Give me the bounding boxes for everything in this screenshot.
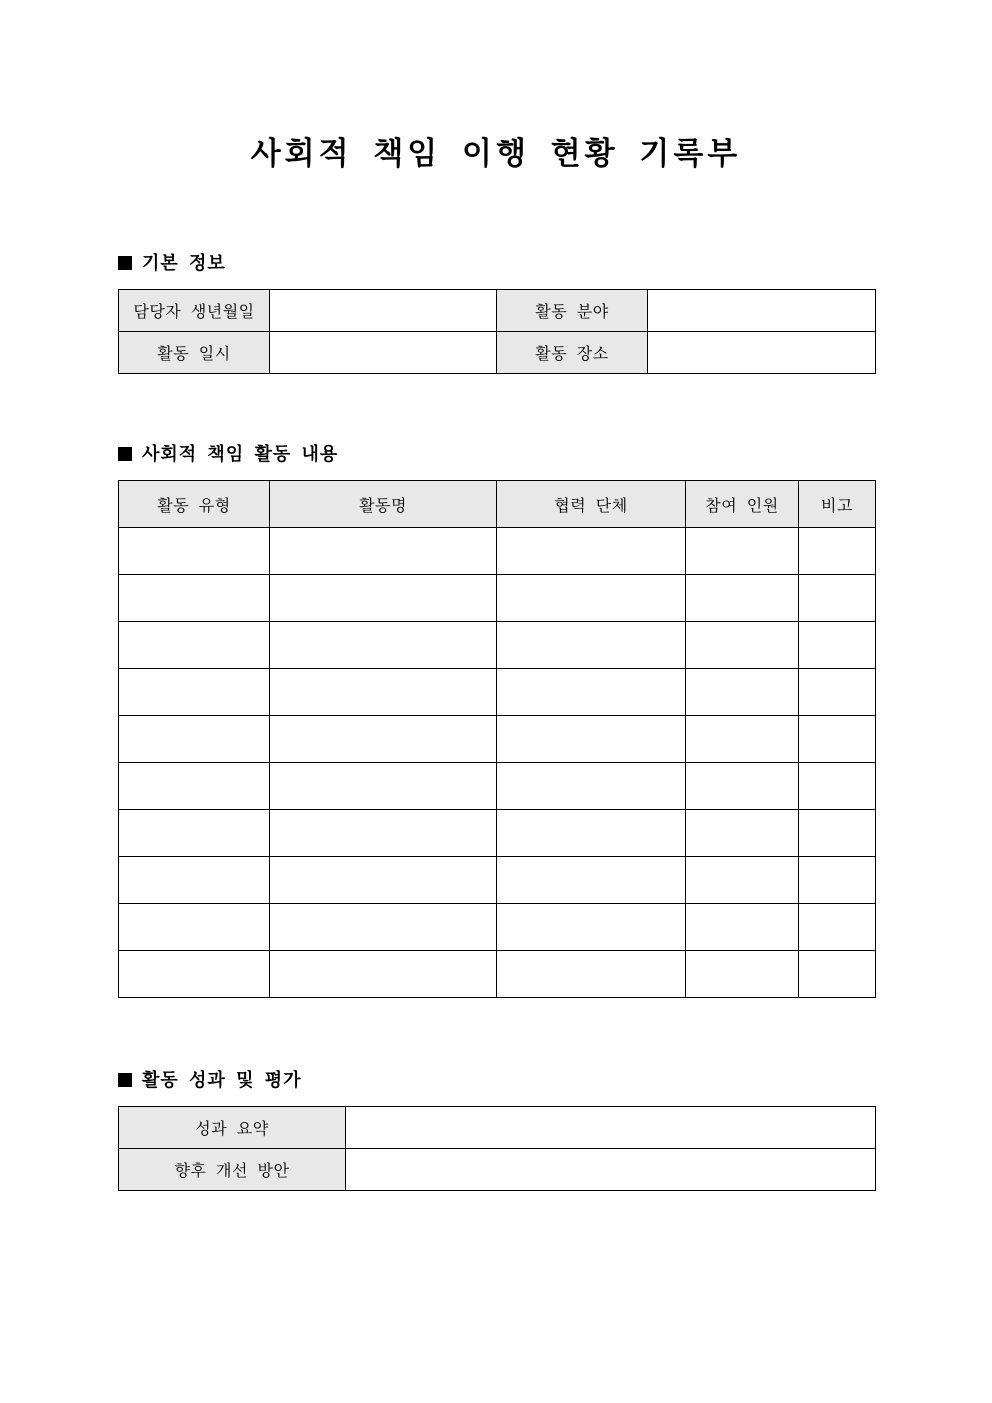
activity-name-cell[interactable] xyxy=(270,763,497,810)
partner-org-cell[interactable] xyxy=(497,904,686,951)
activity-type-cell[interactable] xyxy=(119,857,270,904)
remarks-cell[interactable] xyxy=(799,575,876,622)
column-header-partner-org: 협력 단체 xyxy=(497,481,686,528)
table-row xyxy=(119,669,876,716)
participants-cell[interactable] xyxy=(686,763,799,810)
participants-cell[interactable] xyxy=(686,810,799,857)
activity-table xyxy=(118,480,876,998)
square-bullet-icon xyxy=(118,256,132,270)
table-row xyxy=(119,290,876,332)
table-row xyxy=(119,1149,876,1191)
activity-type-cell[interactable] xyxy=(119,951,270,998)
remarks-cell[interactable] xyxy=(799,622,876,669)
activity-name-cell[interactable] xyxy=(270,669,497,716)
remarks-cell[interactable] xyxy=(799,669,876,716)
activity-name-cell[interactable] xyxy=(270,622,497,669)
table-header-row xyxy=(119,481,876,528)
activity-place-field[interactable] xyxy=(648,332,876,374)
section-heading-basic xyxy=(118,251,226,277)
remarks-cell[interactable] xyxy=(799,810,876,857)
activity-type-cell[interactable] xyxy=(119,716,270,763)
activity-field-label: 활동 분야 xyxy=(497,290,648,332)
participants-cell[interactable] xyxy=(686,669,799,716)
partner-org-cell[interactable] xyxy=(497,669,686,716)
table-row xyxy=(119,622,876,669)
manager-birth-field[interactable] xyxy=(270,290,497,332)
participants-cell[interactable] xyxy=(686,904,799,951)
partner-org-cell[interactable] xyxy=(497,763,686,810)
activity-field-field[interactable] xyxy=(648,290,876,332)
section-heading-activities xyxy=(118,442,338,468)
table-row xyxy=(119,716,876,763)
improvement-label: 향후 개선 방안 xyxy=(119,1149,346,1191)
manager-birth-label: 담당자 생년월일 xyxy=(119,290,270,332)
activity-name-cell[interactable] xyxy=(270,951,497,998)
remarks-cell[interactable] xyxy=(799,857,876,904)
remarks-cell[interactable] xyxy=(799,904,876,951)
column-header-remarks: 비고 xyxy=(799,481,876,528)
activity-type-cell[interactable] xyxy=(119,904,270,951)
activity-type-cell[interactable] xyxy=(119,528,270,575)
activity-name-cell[interactable] xyxy=(270,575,497,622)
activity-name-cell[interactable] xyxy=(270,716,497,763)
table-row xyxy=(119,1107,876,1149)
activity-date-label: 활동 일시 xyxy=(119,332,270,374)
square-bullet-icon xyxy=(118,447,132,461)
section-heading-basic-text: 기본 정보 xyxy=(142,253,226,274)
results-table xyxy=(118,1106,876,1191)
section-heading-activities-text: 사회적 책임 활동 내용 xyxy=(142,444,339,465)
section-heading-results-text: 활동 성과 및 평가 xyxy=(142,1070,302,1091)
page-title: 사회적 책임 이행 현황 기록부 xyxy=(250,136,742,172)
partner-org-cell[interactable] xyxy=(497,528,686,575)
partner-org-cell[interactable] xyxy=(497,622,686,669)
column-header-participants: 참여 인원 xyxy=(686,481,799,528)
activity-name-cell[interactable] xyxy=(270,857,497,904)
activity-type-cell[interactable] xyxy=(119,622,270,669)
activity-type-cell[interactable] xyxy=(119,575,270,622)
remarks-cell[interactable] xyxy=(799,716,876,763)
partner-org-cell[interactable] xyxy=(497,575,686,622)
remarks-cell[interactable] xyxy=(799,528,876,575)
activity-name-cell[interactable] xyxy=(270,810,497,857)
table-row xyxy=(119,810,876,857)
table-row xyxy=(119,332,876,374)
remarks-cell[interactable] xyxy=(799,951,876,998)
activity-type-cell[interactable] xyxy=(119,810,270,857)
table-row xyxy=(119,528,876,575)
basic-info-table xyxy=(118,289,876,374)
partner-org-cell[interactable] xyxy=(497,810,686,857)
participants-cell[interactable] xyxy=(686,528,799,575)
activity-name-cell[interactable] xyxy=(270,904,497,951)
table-row xyxy=(119,857,876,904)
activity-type-cell[interactable] xyxy=(119,669,270,716)
participants-cell[interactable] xyxy=(686,716,799,763)
table-row xyxy=(119,951,876,998)
column-header-activity-name: 활동명 xyxy=(270,481,497,528)
partner-org-cell[interactable] xyxy=(497,716,686,763)
summary-field[interactable] xyxy=(346,1107,876,1149)
participants-cell[interactable] xyxy=(686,622,799,669)
square-bullet-icon xyxy=(118,1073,132,1087)
summary-label: 성과 요약 xyxy=(119,1107,346,1149)
improvement-field[interactable] xyxy=(346,1149,876,1191)
participants-cell[interactable] xyxy=(686,951,799,998)
column-header-activity-type: 활동 유형 xyxy=(119,481,270,528)
activity-date-field[interactable] xyxy=(270,332,497,374)
participants-cell[interactable] xyxy=(686,575,799,622)
partner-org-cell[interactable] xyxy=(497,951,686,998)
activity-type-cell[interactable] xyxy=(119,763,270,810)
activity-place-label: 활동 장소 xyxy=(497,332,648,374)
remarks-cell[interactable] xyxy=(799,763,876,810)
participants-cell[interactable] xyxy=(686,857,799,904)
table-row xyxy=(119,904,876,951)
activity-name-cell[interactable] xyxy=(270,528,497,575)
table-row xyxy=(119,575,876,622)
table-row xyxy=(119,763,876,810)
section-heading-results xyxy=(118,1068,302,1094)
partner-org-cell[interactable] xyxy=(497,857,686,904)
